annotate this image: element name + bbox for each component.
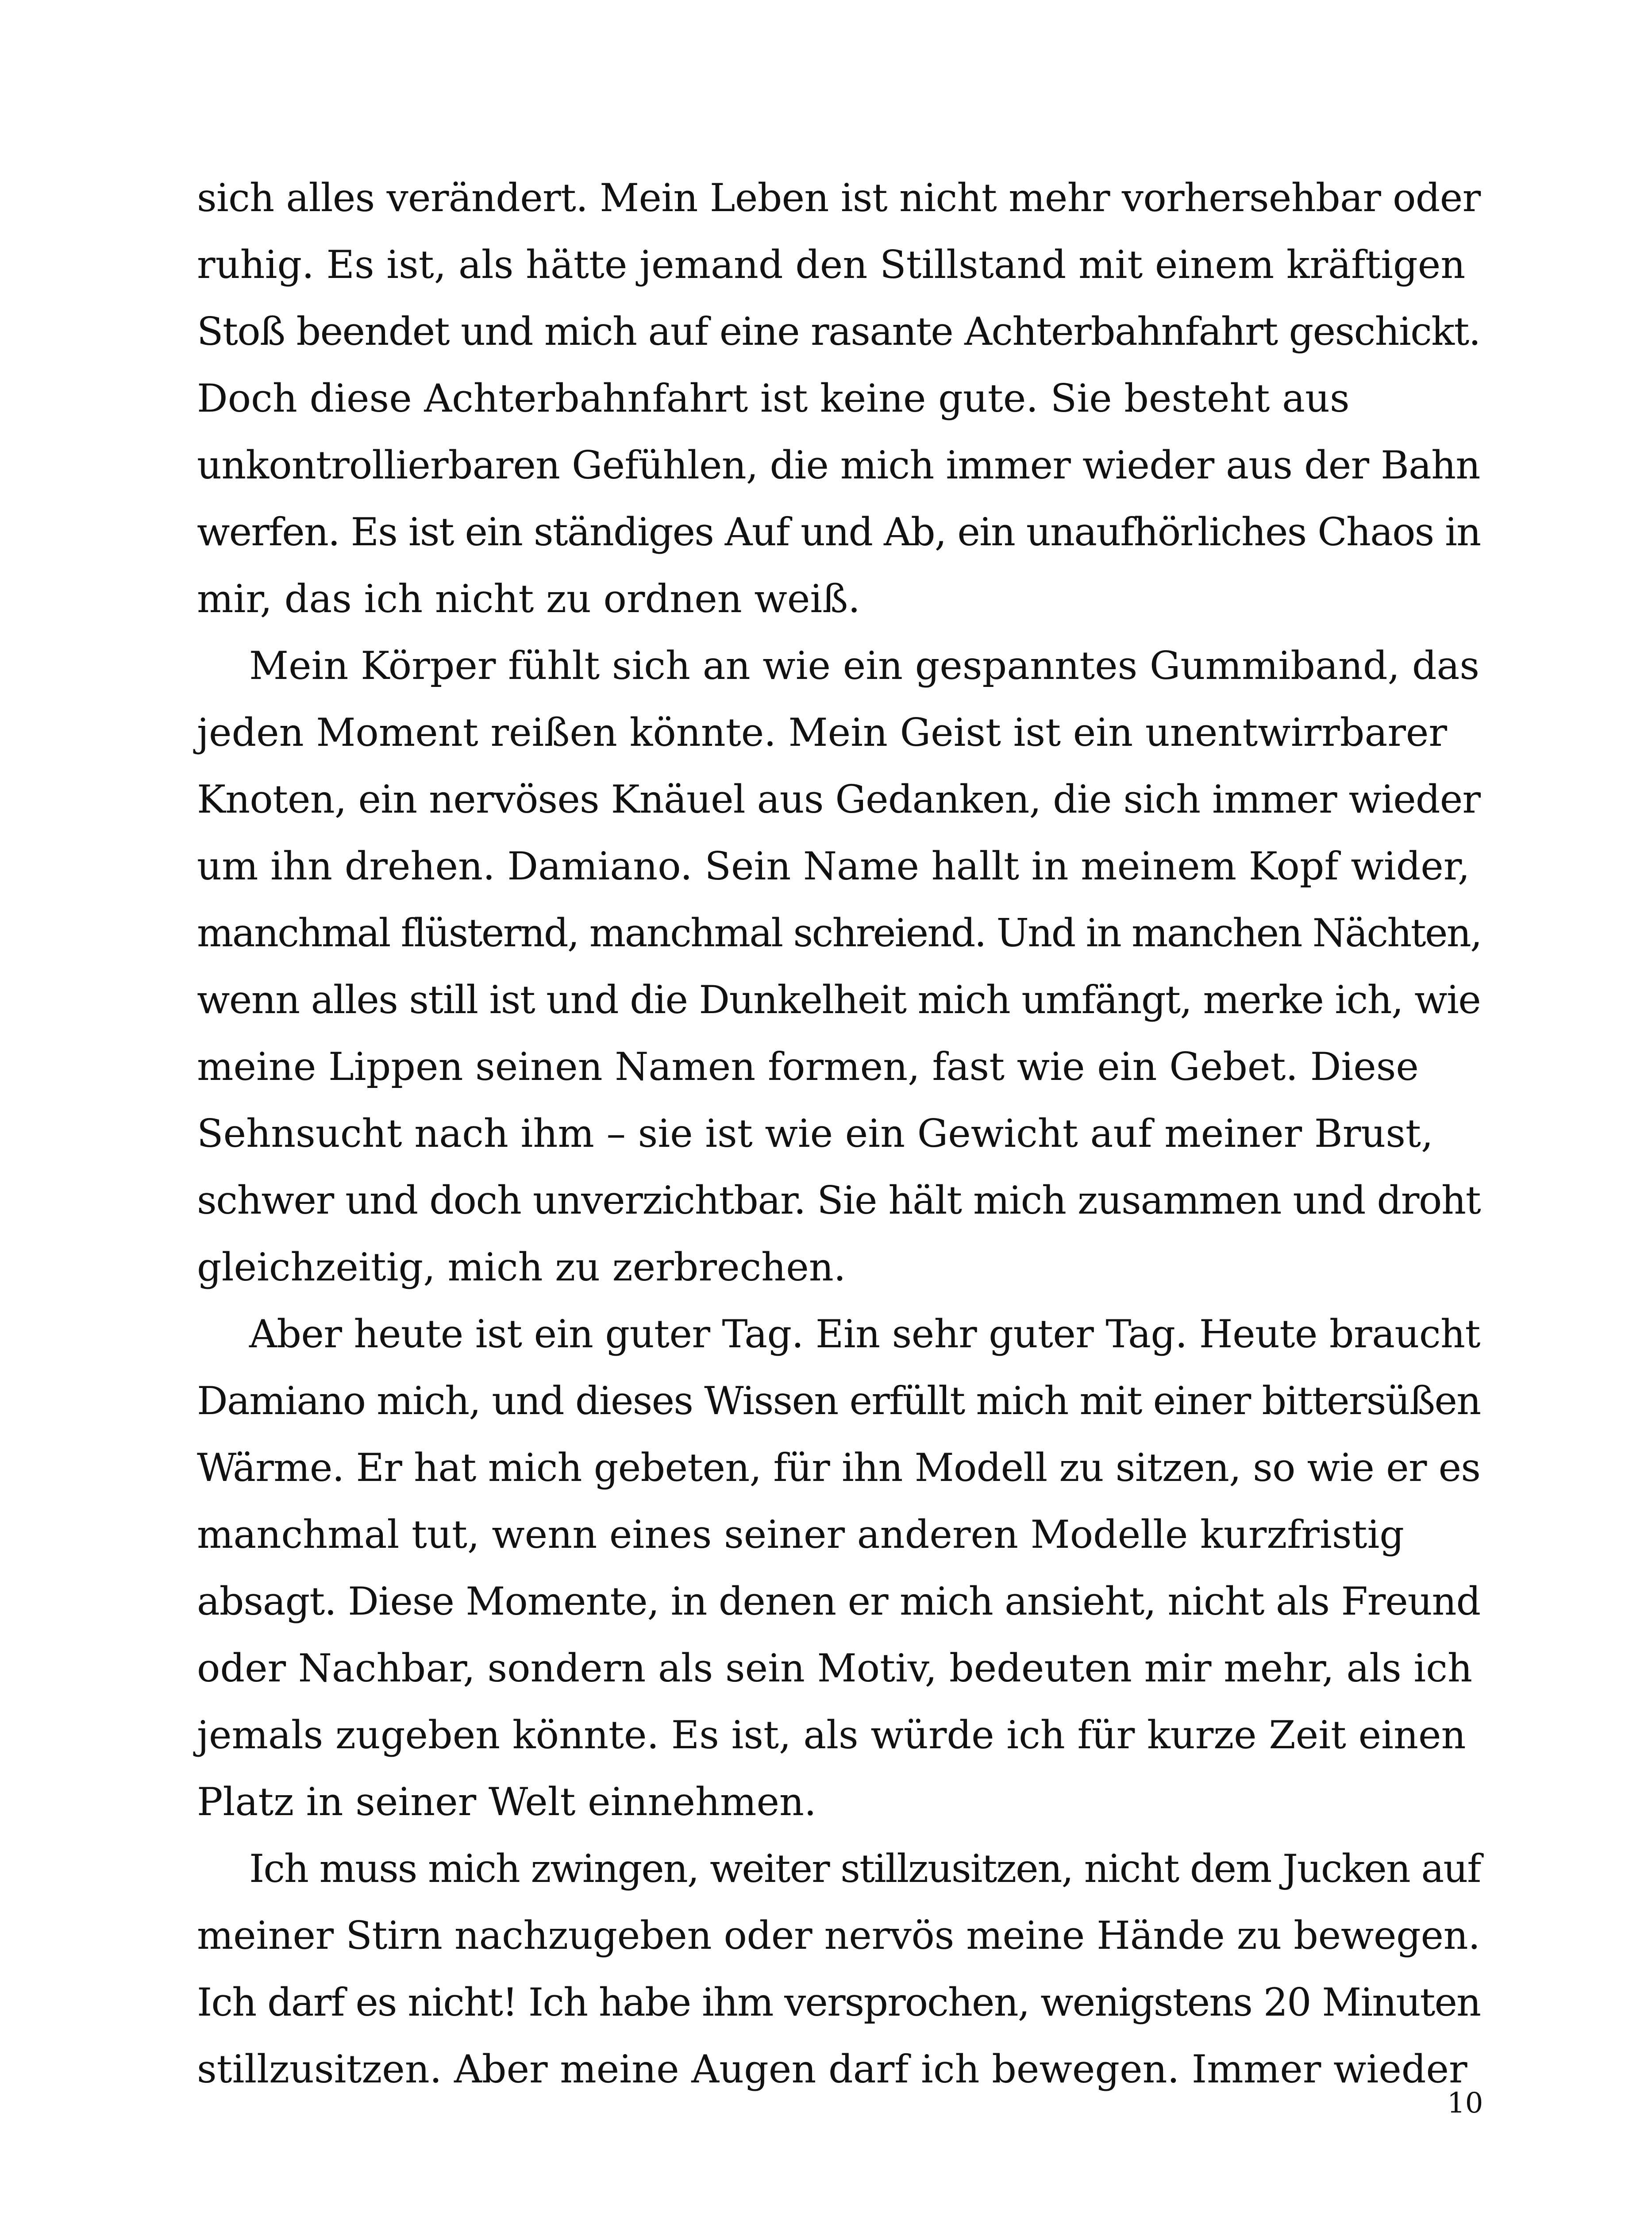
text-line: stillzusitzen. Aber meine Augen darf ich bewegen. Immer wieder — [197, 2047, 1467, 2092]
paragraph — [197, 165, 1480, 632]
text-line: manchmal tut, wenn eines seiner anderen Modelle kurzfristig — [197, 1512, 1404, 1557]
text-line: ruhig. Es ist, als hätte jemand den Stillstand mit einem kräftigen — [197, 242, 1466, 287]
text-line: manchmal flüsternd, manchmal schreiend. Und in manchen Nächten, — [197, 910, 1482, 956]
text-line: oder Nachbar, sondern als sein Motiv, bedeuten mir mehr, als ich — [197, 1646, 1473, 1691]
text-line: werfen. Es ist ein ständiges Auf und Ab, ein unaufhörliches Chaos in — [197, 509, 1481, 555]
text-line: Aber heute ist ein guter Tag. Ein sehr guter Tag. Heute braucht — [249, 1311, 1480, 1357]
page-number: 10 — [1447, 2087, 1483, 2120]
text-line: mir, das ich nicht zu ordnen weiß. — [197, 576, 860, 621]
text-line: Wärme. Er hat mich gebeten, für ihn Modell zu sitzen, so wie er es — [197, 1445, 1481, 1490]
text-line: Doch diese Achterbahnfahrt ist keine gute. Sie besteht aus — [197, 376, 1350, 421]
text-line: sich alles verändert. Mein Leben ist nicht mehr vorhersehbar oder — [197, 175, 1481, 220]
text-line: jemals zugeben könnte. Es ist, als würde ich für kurze Zeit einen — [197, 1712, 1466, 1758]
text-line: schwer und doch unverzichtbar. Sie hält mich zusammen und droht — [197, 1178, 1481, 1223]
paragraph — [197, 1301, 1480, 1835]
text-line: wenn alles still ist und die Dunkelheit mich umfängt, merke ich, wie — [197, 977, 1481, 1022]
text-line: Stoß beendet und mich auf eine rasante Achterbahnfahrt geschickt. — [197, 309, 1480, 354]
text-line: absagt. Diese Momente, in denen er mich ansieht, nicht als Freund — [197, 1579, 1481, 1624]
text-line: jeden Moment reißen könnte. Mein Geist ist ein unentwirrbarer — [197, 710, 1447, 755]
text-line: Knoten, ein nervöses Knäuel aus Gedanken, die sich immer wieder — [197, 777, 1481, 822]
text-line: gleichzeitig, mich zu zerbrechen. — [197, 1245, 846, 1290]
text-line: Sehnsucht nach ihm – sie ist wie ein Gewicht auf meiner Brust, — [197, 1111, 1433, 1156]
text-line: Ich darf es nicht! Ich habe ihm versprochen, wenigstens 20 Minuten — [197, 1980, 1481, 2025]
text-line: meine Lippen seinen Namen formen, fast wie ein Gebet. Diese — [197, 1044, 1419, 1089]
text-line: um ihn drehen. Damiano. Sein Name hallt in meinem Kopf wider, — [197, 844, 1470, 889]
text-line: meiner Stirn nachzugeben oder nervös meine Hände zu bewegen. — [197, 1913, 1480, 1958]
text-line: Mein Körper fühlt sich an wie ein gespanntes Gummiband, das — [249, 643, 1480, 688]
text-line: Platz in seiner Welt einnehmen. — [197, 1779, 816, 1824]
text-line: Ich muss mich zwingen, weiter stillzusitzen, nicht dem Jucken auf — [249, 1846, 1481, 1891]
paragraph — [197, 1835, 1480, 2103]
text-line: Damiano mich, und dieses Wissen erfüllt mich mit einer bittersüßen — [197, 1378, 1481, 1423]
text-line: unkontrollierbaren Gefühlen, die mich immer wieder aus der Bahn — [197, 443, 1480, 488]
body-text — [197, 165, 1480, 2103]
paragraph — [197, 632, 1480, 1301]
